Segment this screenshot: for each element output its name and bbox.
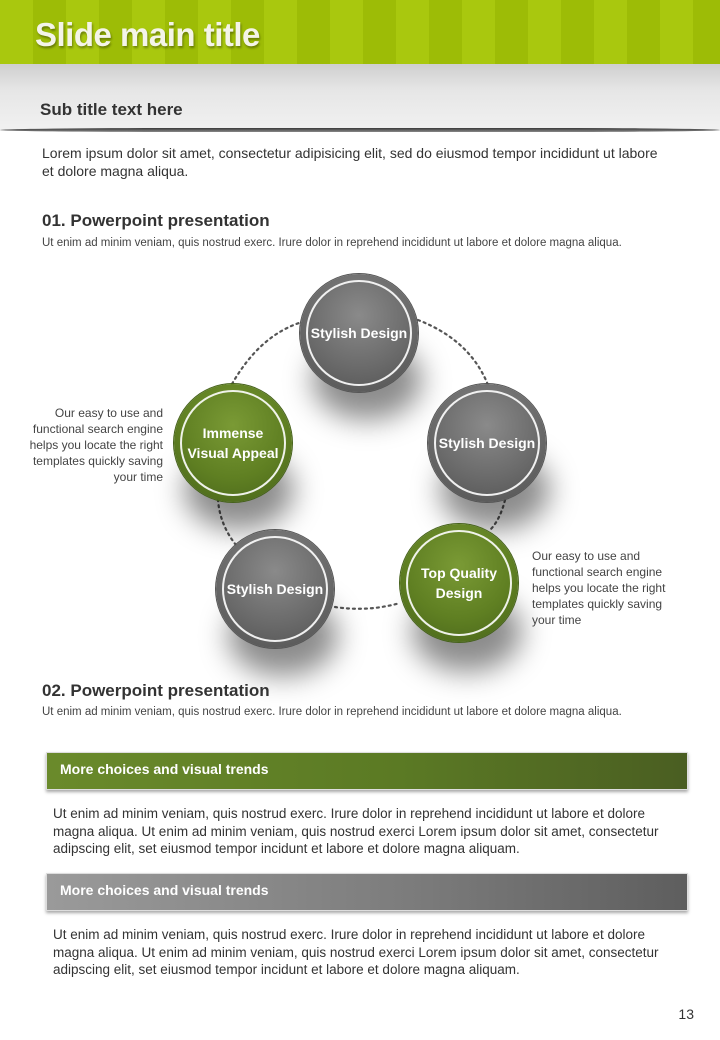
diagram-node-bottom-right	[400, 524, 518, 642]
diagram-node-top	[300, 274, 418, 392]
node-label: Immense Visual Appeal	[180, 390, 286, 496]
diagram-node-left	[174, 384, 292, 502]
slide-title: Slide main title	[35, 16, 260, 53]
section1-body: Ut enim ad minim veniam, quis nostrud exerc. Irure dolor in reprehend incididunt ut labore et dolore magna aliqua.	[42, 237, 622, 249]
node-label: Stylish Design	[434, 390, 540, 496]
node-label: Stylish Design	[306, 280, 412, 386]
connector-bottom	[335, 603, 400, 609]
node-label: Stylish Design	[222, 536, 328, 642]
diagram-node-right	[428, 384, 546, 502]
connector-top-right	[418, 320, 488, 385]
trend-bar-gray	[46, 873, 688, 911]
diagram-node-bottom-left	[216, 530, 334, 648]
section1-title: 01. Powerpoint presentation	[42, 211, 270, 230]
trend-bar-body: Ut enim ad minim veniam, quis nostrud exerc. Irure dolor in reprehend incididunt ut labore et dolore magna aliqua. Ut enim ad minim veniam, quis nostrud exerci Lorem ipsum dolor sit amet, consectetur adipscing elit, set eiusmod tempor incidunt et labore et dolore magna aliquam.	[53, 927, 659, 977]
trend-bar-label: More choices and visual trends	[60, 761, 269, 777]
trend-bar-label: More choices and visual trends	[60, 882, 269, 898]
left-note: Our easy to use and functional search engine helps you locate the right templates quickly saving your time	[29, 406, 163, 484]
trend-bar-body: Ut enim ad minim veniam, quis nostrud exerc. Irure dolor in reprehend incididunt ut labore et dolore magna aliqua. Ut enim ad minim veniam, quis nostrud exerci Lorem ipsum dolor sit amet, consectetur adipscing elit, set eiusmod tempor incidunt et labore et dolore magna aliquam.	[53, 806, 659, 856]
section2-title: 02. Powerpoint presentation	[42, 681, 270, 700]
section2-body: Ut enim ad minim veniam, quis nostrud exerc. Irure dolor in reprehend incididunt ut labore et dolore magna aliqua.	[42, 706, 622, 718]
page-number: 13	[678, 1006, 694, 1022]
right-note: Our easy to use and functional search engine helps you locate the right templates quickly saving your time	[532, 549, 666, 627]
slide-subtitle: Sub title text here	[40, 100, 183, 119]
intro-text: Lorem ipsum dolor sit amet, consectetur adipisicing elit, sed do eiusmod tempor incididunt ut labore et dolore magna aliqua.	[42, 145, 658, 179]
node-label: Top Quality Design	[406, 530, 512, 636]
trend-bar-green	[46, 752, 688, 790]
connector-left-top	[232, 322, 302, 384]
